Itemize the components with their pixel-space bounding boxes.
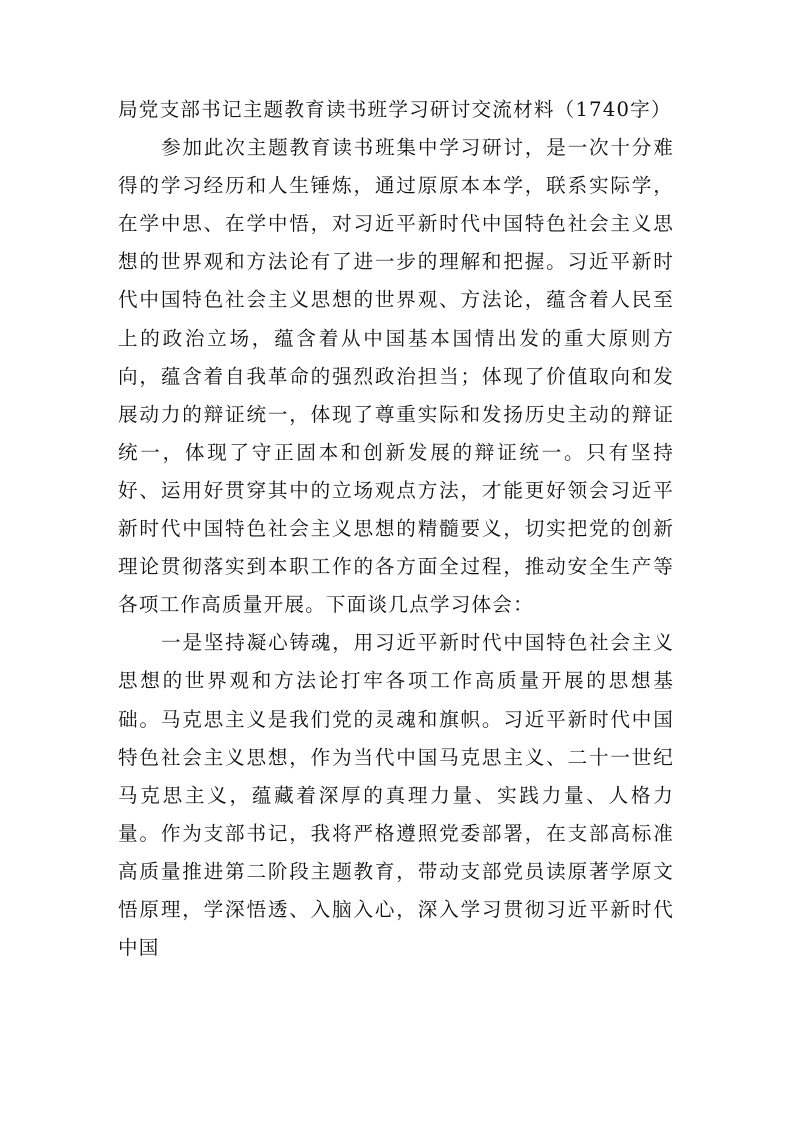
document-body xyxy=(118,91,674,967)
paragraph-point-one: 一是坚持凝心铸魂，用习近平新时代中国特色社会主义思想的世界观和方法论打牢各项工作高质量开展的思想基础。马克思主义是我们党的灵魂和旗帜。习近平新时代中国特色社会主义思想，作为当代中国马克思主义、二十一世纪马克思主义，蕴藏着深厚的真理力量、实践力量、人格力量。作为支部书记，我将严格遵照党委部署，在支部高标准高质量推进第二阶段主题教育，带动支部党员读原著学原文悟原理，学深悟透、入脑入心，深入学习贯彻习近平新时代中国 xyxy=(118,631,674,960)
document-title: 局党支部书记主题教育读书班学习研讨交流材料（1740字） xyxy=(118,98,672,121)
paragraph-intro: 参加此次主题教育读书班集中学习研讨，是一次十分难得的学习经历和人生锤炼，通过原原本本学，联系实际学，在学中思、在学中悟，对习近平新时代中国特色社会主义思想的世界观和方法论有了进一步的理解和把握。习近平新时代中国特色社会主义思想的世界观、方法论，蕴含着人民至上的政治立场，蕴含着从中国基本国情出发的重大原则方向，蕴含着自我革命的强烈政治担当；体现了价值取向和发展动力的辩证统一，体现了尊重实际和发扬历史主动的辩证统一，体现了守正固本和创新发展的辩证统一。只有坚持好、运用好贯穿其中的立场观点方法，才能更好领会习近平新时代中国特色社会主义思想的精髓要义，切实把党的创新理论贯彻落实到本职工作的各方面全过程，推动安全生产等各项工作高质量开展。下面谈几点学习体会： xyxy=(118,136,674,617)
